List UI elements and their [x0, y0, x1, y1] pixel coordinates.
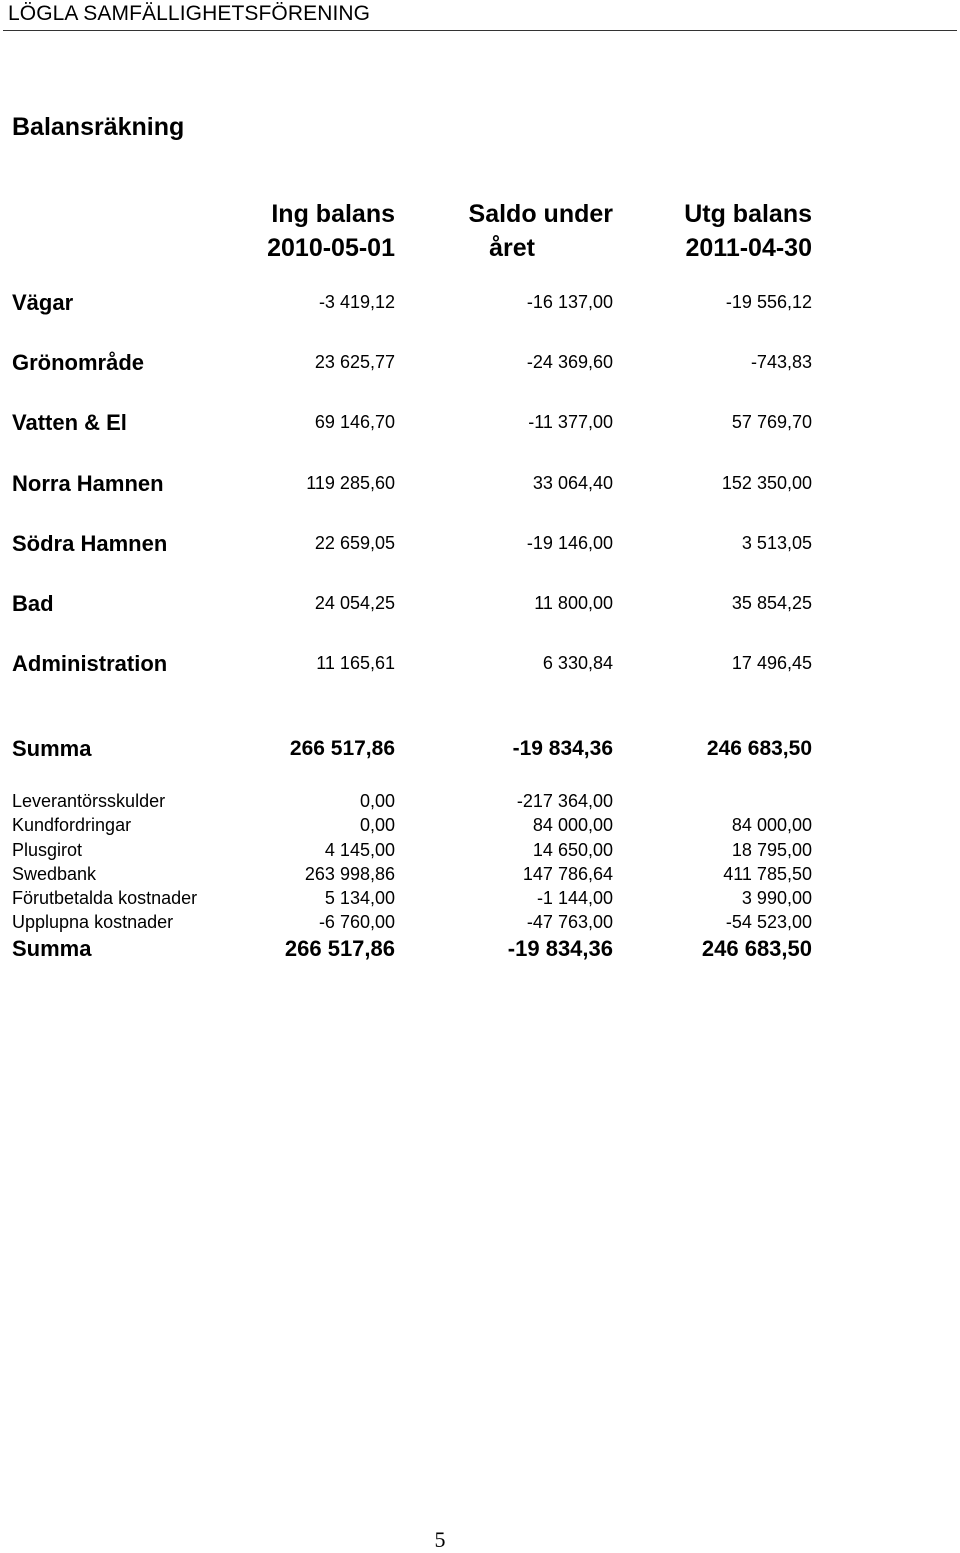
column-header-utg-balans [684, 197, 812, 265]
total-label: Summa [12, 736, 92, 761]
balance-label: Kundfordringar [12, 815, 132, 835]
saldo-total: -19 834,36 [512, 737, 613, 760]
utg-balans-value: 57 769,70 [731, 412, 812, 432]
account-label: Södra Hamnen [12, 531, 168, 556]
column-header-saldo-under-aret [469, 197, 613, 265]
utg-balans-value: 84 000,00 [731, 815, 812, 835]
saldo-value: 14 650,00 [532, 840, 613, 860]
saldo-value: 11 800,00 [534, 593, 613, 613]
saldo-value: -217 364,00 [516, 791, 613, 811]
utg-balans-value: 35 854,25 [731, 593, 812, 613]
column-header-line2: 2010-05-01 [267, 234, 395, 262]
column-header-line1: Saldo under [468, 200, 613, 228]
saldo-value: 6 330,84 [542, 653, 613, 673]
utg-balans-value: 17 496,45 [731, 653, 812, 673]
account-label: Administration [12, 651, 168, 676]
utg-balans-value: -54 523,00 [725, 912, 812, 932]
account-label: Vatten & El [12, 410, 127, 435]
saldo-value: -11 377,00 [528, 412, 613, 432]
utg-balans-value: -743,83 [750, 352, 812, 372]
utg-balans-value: 411 785,50 [723, 864, 812, 884]
column-header-line2: året [489, 234, 535, 262]
saldo-value: 147 786,64 [522, 864, 613, 884]
balance-label: Upplupna kostnader [12, 912, 174, 932]
utg-balans-value: -19 556,12 [725, 292, 812, 312]
ing-balans-value: -3 419,12 [318, 292, 395, 312]
ing-balans-value: 119 285,60 [306, 473, 395, 493]
balance-label: Leverantörsskulder [12, 791, 166, 811]
ing-balans-value: 69 146,70 [314, 412, 395, 432]
total-label: Summa [12, 936, 92, 961]
saldo-value: -19 146,00 [526, 533, 613, 553]
utg-balans-value: 3 513,05 [741, 533, 812, 553]
saldo-value: -16 137,00 [526, 292, 613, 312]
saldo-total: -19 834,36 [507, 936, 613, 961]
column-header-ing-balans [267, 197, 395, 265]
utg-balans-value: 152 350,00 [721, 473, 812, 493]
ing-balans-value: 0,00 [359, 815, 395, 835]
column-header-line2: 2011-04-30 [685, 234, 812, 262]
column-header-line1: Utg balans [684, 200, 812, 228]
header-divider [3, 30, 957, 31]
saldo-value: -47 763,00 [526, 912, 613, 932]
account-label: Bad [12, 591, 54, 616]
ing-balans-value: 4 145,00 [324, 840, 395, 860]
account-label: Vägar [12, 290, 74, 315]
account-label: Norra Hamnen [12, 471, 164, 496]
page-number: 5 [434, 1527, 446, 1552]
utg-balans-total: 246 683,50 [706, 737, 812, 760]
saldo-value: 33 064,40 [532, 473, 613, 493]
ing-balans-value: -6 760,00 [318, 912, 395, 932]
utg-balans-value: 3 990,00 [741, 888, 812, 908]
ing-balans-total: 266 517,86 [289, 737, 395, 760]
column-header-line1: Ing balans [271, 200, 395, 228]
ing-balans-value: 23 625,77 [314, 352, 395, 372]
balance-label: Förutbetalda kostnader [12, 888, 198, 908]
saldo-value: -24 369,60 [526, 352, 613, 372]
ing-balans-value: 5 134,00 [324, 888, 395, 908]
account-label: Grönområde [12, 350, 145, 375]
balance-label: Swedbank [12, 864, 97, 884]
utg-balans-value: 18 795,00 [731, 840, 812, 860]
saldo-value: -1 144,00 [536, 888, 613, 908]
ing-balans-value: 0,00 [359, 791, 395, 811]
ing-balans-value: 24 054,25 [314, 593, 395, 613]
utg-balans-total: 246 683,50 [701, 936, 812, 961]
document-title: Balansräkning [12, 113, 185, 141]
saldo-value: 84 000,00 [532, 815, 613, 835]
ing-balans-value: 11 165,61 [316, 653, 395, 673]
organization-header: LÖGLA SAMFÄLLIGHETSFÖRENING [8, 2, 371, 25]
ing-balans-value: 22 659,05 [314, 533, 395, 553]
ing-balans-total: 266 517,86 [284, 936, 395, 961]
ing-balans-value: 263 998,86 [304, 864, 395, 884]
balance-label: Plusgirot [12, 840, 83, 860]
